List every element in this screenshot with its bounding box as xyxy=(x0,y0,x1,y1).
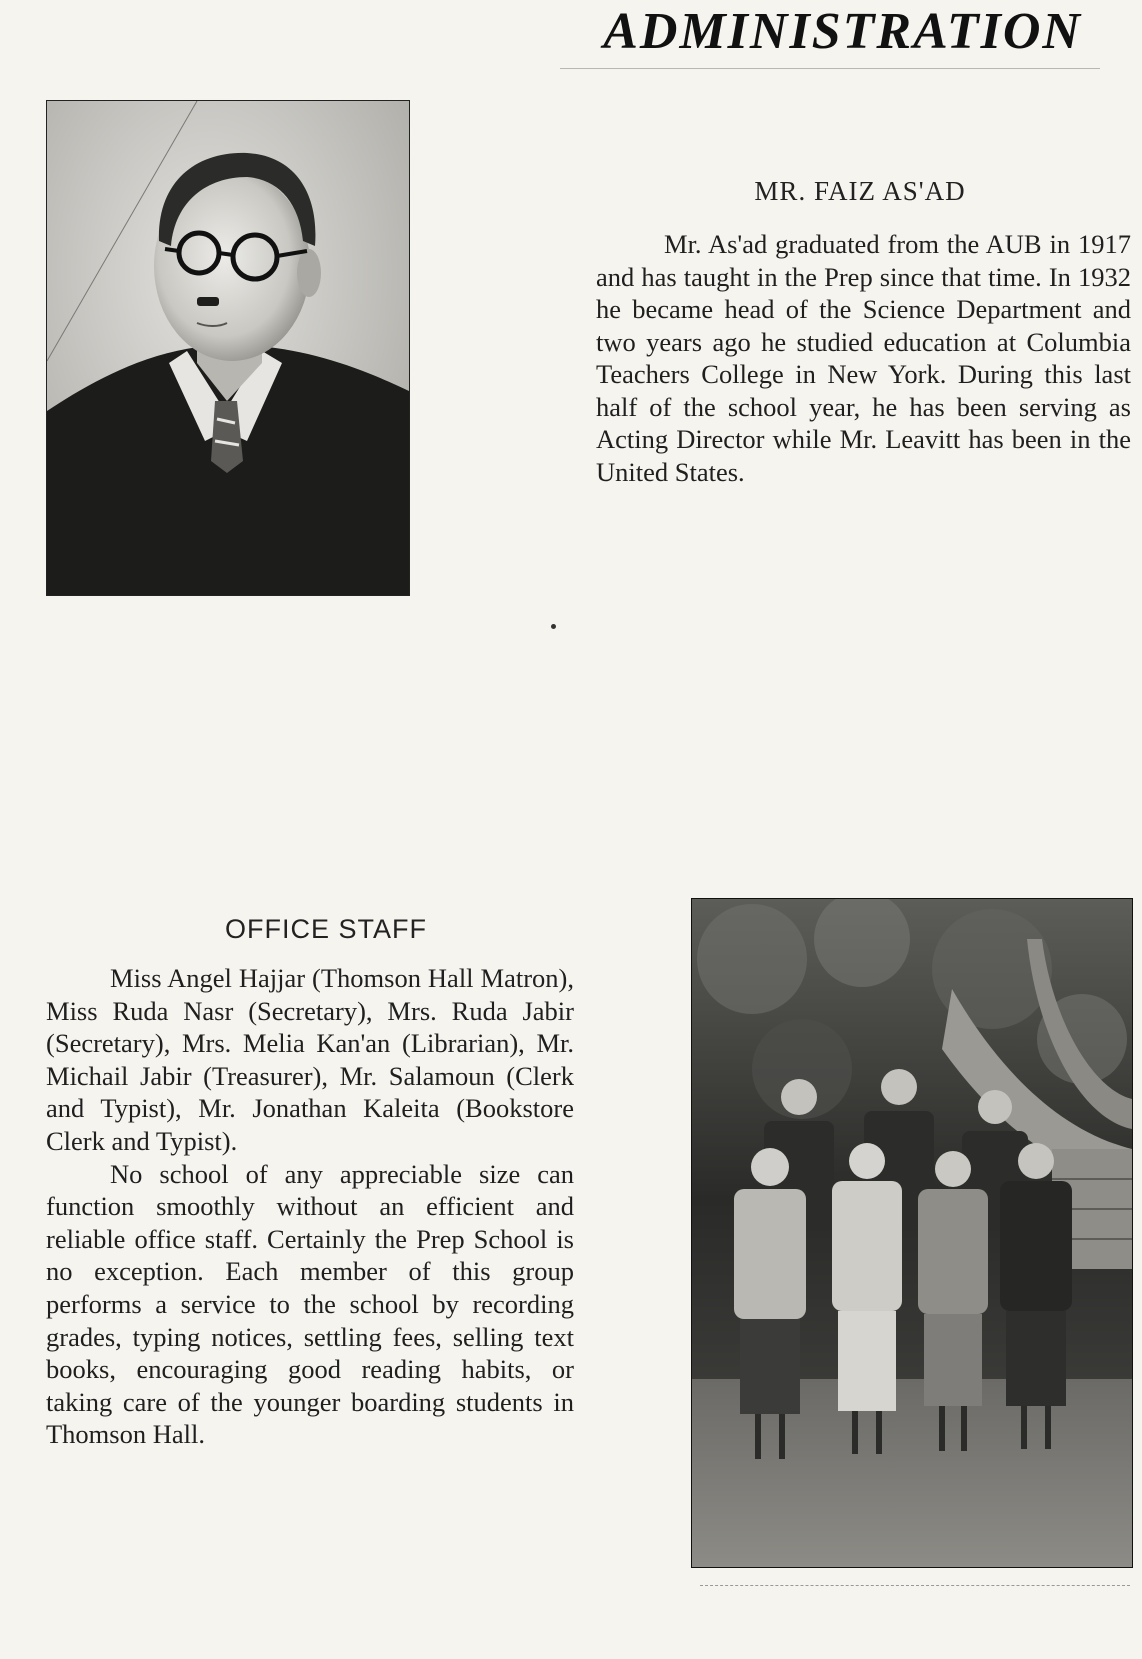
title-divider xyxy=(560,68,1100,69)
page-title: ADMINISTRATION xyxy=(603,3,1082,60)
office-staff-members: Miss Angel Hajjar (Thomson Hall Matron), Miss Ruda Nasr (Secretary), Mrs. Ruda Jabir (Secretary), Mrs. Melia Kan'an (Librarian), Mr. Michail Jabir (Treasurer), Mr. Salamoun (Clerk and Typist), Mr. Jonathan Kaleita (Bookstore Clerk and Typist). xyxy=(46,963,574,1156)
director-bio: Mr. As'ad graduated from the AUB in 1917 and has taught in the Prep since that time. In 1932 he became head of the Science Department and two years ago he studied education at Columbia Teachers College in New York. During this last half of the school year, he has been serving as Acting Director while Mr. Leavitt has been in the United States. xyxy=(596,229,1131,487)
director-name: MR. FAIZ AS'AD xyxy=(754,176,966,206)
office-staff-heading: OFFICE STAFF xyxy=(225,914,427,944)
portrait-illustration xyxy=(47,101,409,595)
stray-mark xyxy=(551,624,556,629)
office-staff-description: No school of any appreciable size can function smoothly without an efficient and reliable office staff. Certainly the Prep School is no exception. Each member of this group performs a service to the school by recording grades, typing notices, settling fees, selling text books, encouraging good reading habits, or taking care of the younger boarding students in Thomson Hall. xyxy=(46,1158,574,1450)
bottom-divider xyxy=(700,1585,1130,1586)
director-portrait-photo xyxy=(46,100,410,596)
office-staff-text xyxy=(46,962,574,1451)
office-staff-group-photo xyxy=(691,898,1133,1568)
group-photo-illustration xyxy=(692,899,1132,1567)
